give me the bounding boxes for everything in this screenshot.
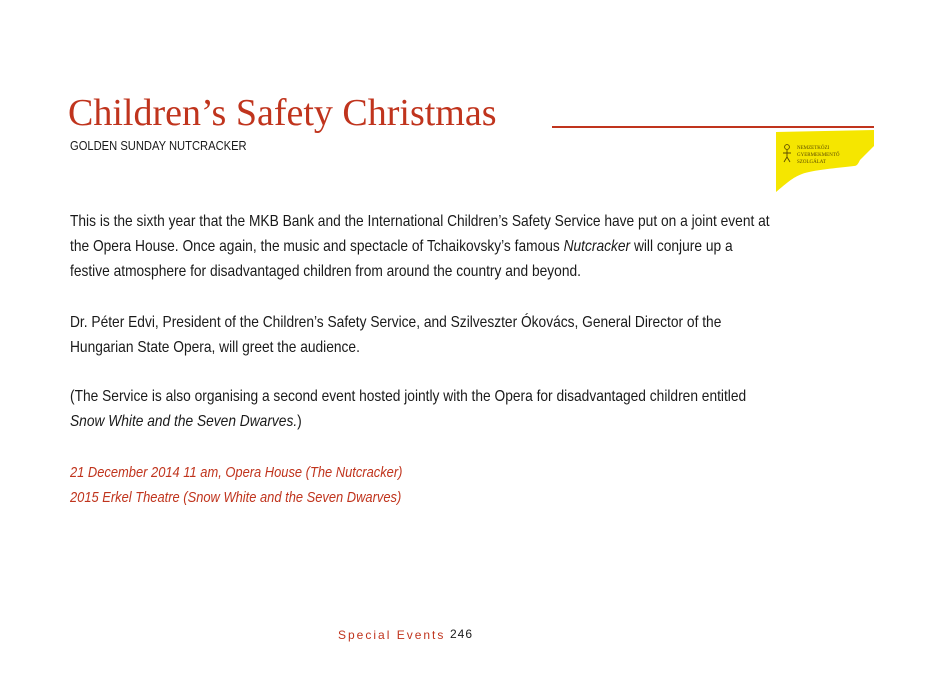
paragraph-second-event	[70, 384, 775, 434]
logo-label-line1: NEMZETKÖZI	[797, 146, 830, 151]
paragraph-second-event-italic: Snow White and the Seven Dwarves.	[70, 413, 298, 430]
footer-section-title: Special Events	[338, 628, 446, 642]
event-date-2: 2015 Erkel Theatre (Snow White and the Seven Dwarves)	[70, 489, 402, 506]
page-title: Children’s Safety Christmas	[68, 92, 497, 134]
page-subtitle: GOLDEN SUNDAY NUTCRACKER	[70, 138, 247, 153]
paragraph-intro-end: will conjure up a festive atmosphere for disadvantaged children from around the country and beyond.	[70, 238, 733, 280]
paragraph-intro-italic: Nutcracker	[563, 238, 631, 255]
paragraph-intro-start: This is the sixth year that the MKB Bank and the International Children’s Safety Service have put on a joint event at the Opera House. Once again, the music and spectacle of Tchaikovsky’s famous	[70, 213, 770, 255]
title-rule	[552, 126, 874, 128]
paragraph-second-event-start: (The Service is also organising a second event hosted jointly with the Opera for disadvantaged children entitled	[70, 388, 747, 405]
paragraph-greeting: Dr. Péter Edvi, President of the Children’s Safety Service, and Szilveszter Ókovács, General Director of the Hungarian State Opera, will greet the audience.	[70, 314, 722, 356]
paragraph-intro	[70, 209, 775, 284]
logo-label-line2: GYERMEKMENTŐ SZOLGÁLAT	[797, 153, 840, 165]
page-number: 246	[450, 627, 474, 641]
event-date-1: 21 December 2014 11 am, Opera House (The Nutcracker)	[70, 464, 403, 481]
event-dates	[70, 460, 586, 510]
logo-label	[797, 145, 867, 166]
paragraph-second-event-end: )	[297, 413, 302, 430]
